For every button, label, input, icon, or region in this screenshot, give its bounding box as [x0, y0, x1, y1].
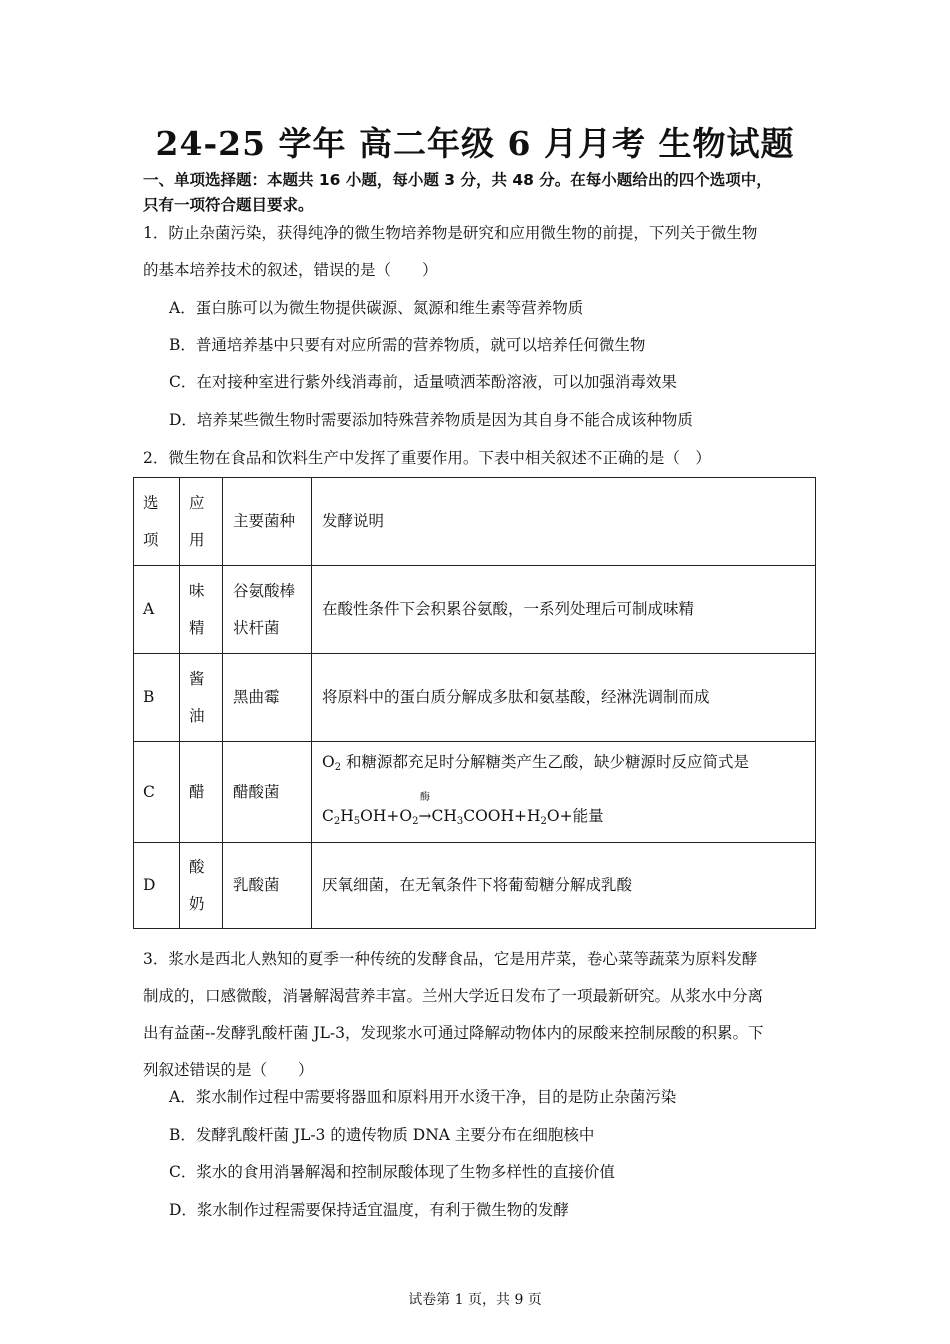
enzyme-arrow: 酶 → [418, 792, 432, 825]
page-title: 24-25 学年 高二年级 6 月月考 生物试题 [155, 124, 795, 163]
table-cell-desc: 厌氧细菌，在无氧条件下将葡萄糖分解成乳酸 [312, 843, 816, 929]
table-header-cell: 选项 [134, 478, 180, 566]
question-1-option-b: B．普通培养基中只要有对应所需的营养物质，就可以培养任何微生物 [169, 336, 646, 354]
table-header-cell: 发酵说明 [312, 478, 816, 566]
question-1-option-c: C．在对接种室进行紫外线消毒前，适量喷洒苯酚溶液，可以加强消毒效果 [169, 373, 677, 391]
page-footer: 试卷第 1 页，共 9 页 [408, 1292, 542, 1308]
table-cell-option: C [134, 742, 180, 843]
table-row [134, 566, 816, 654]
table-header-cell: 主要菌种 [223, 478, 312, 566]
table-cell-strain: 醋酸菌 [223, 742, 312, 843]
table-cell-option: D [134, 843, 180, 929]
question-3-stem: 3．浆水是西北人熟知的夏季一种传统的发酵食品，它是用芹菜，卷心菜等蔬菜为原料发酵 制成的，口感微酸，消暑解渴营养丰富。兰州大学近日发布了一项最新研究。从浆水中分离 出有益菌--发酵乳酸杆菌 JL-3，发现浆水可通过降解动物体内的尿酸来控制尿酸的积累。下 列叙述错误的是（ ） [143, 950, 764, 1079]
question-1-option-d: D．培养某些微生物时需要添加特殊营养物质是因为其自身不能合成该种物质 [169, 411, 693, 429]
table-cell-strain: 乳酸菌 [223, 843, 312, 929]
question-1-stem: 1．防止杂菌污染，获得纯净的微生物培养物是研究和应用微生物的前提，下列关于微生物 的基本培养技术的叙述，错误的是（ ） [143, 224, 758, 279]
question-1-option-a: A．蛋白胨可以为微生物提供碳源、氮源和维生素等营养物质 [169, 299, 584, 317]
table-cell-use: 味精 [180, 566, 223, 654]
question-3-option-b: B．发酵乳酸杆菌 JL-3 的遗传物质 DNA 主要分布在细胞核中 [169, 1126, 595, 1144]
question-3-option-d: D．浆水制作过程需要保持适宜温度，有利于微生物的发酵 [169, 1201, 569, 1219]
table-cell-option: B [134, 654, 180, 742]
question-2-stem: 2．微生物在食品和饮料生产中发挥了重要作用。下表中相关叙述不正确的是（ ） [143, 449, 711, 467]
table-cell-strain: 黑曲霉 [223, 654, 312, 742]
table-header-cell: 应用 [180, 478, 223, 566]
table-cell-desc: 将原料中的蛋白质分解成多肽和氨基酸，经淋洗调制而成 [312, 654, 816, 742]
question-3-option-a: A．浆水制作过程中需要将器皿和原料用开水烫干净，目的是防止杂菌污染 [169, 1088, 677, 1106]
section-heading-line: 一、单项选择题：本题共 16 小题，每小题 3 分，共 48 分。在每小题给出的四个选项中， [143, 171, 772, 189]
table-row [134, 654, 816, 742]
section-heading [143, 168, 813, 218]
fermentation-table [133, 477, 816, 929]
table-cell-strain: 谷氨酸棒状杆菌 [223, 566, 312, 654]
table-cell-option: A [134, 566, 180, 654]
table-header-row [134, 478, 816, 566]
table-cell-desc-formula: $O_2$ 和糖源都充足时分解糖类产生乙酸，缺少糖源时反应简式是 $C_2H_5OH+O_2$ 酶 $\to CH_3COOH+H_2O+$能量 [312, 742, 816, 843]
table-cell-desc: 在酸性条件下会积累谷氨酸，一系列处理后可制成味精 [312, 566, 816, 654]
table-row [134, 843, 816, 929]
table-cell-use: 醋 [180, 742, 223, 843]
table-cell-use: 酸奶 [180, 843, 223, 929]
table-row [134, 742, 816, 843]
question-3-option-c: C．浆水的食用消暑解渴和控制尿酸体现了生物多样性的直接价值 [169, 1163, 615, 1181]
reaction-equation: $C_2H_5OH+O_2$ 酶 $\to CH_3COOH+H_2O+$能量 [322, 792, 604, 827]
table-cell-use: 酱油 [180, 654, 223, 742]
section-heading-line: 只有一项符合题目要求。 [143, 196, 314, 214]
